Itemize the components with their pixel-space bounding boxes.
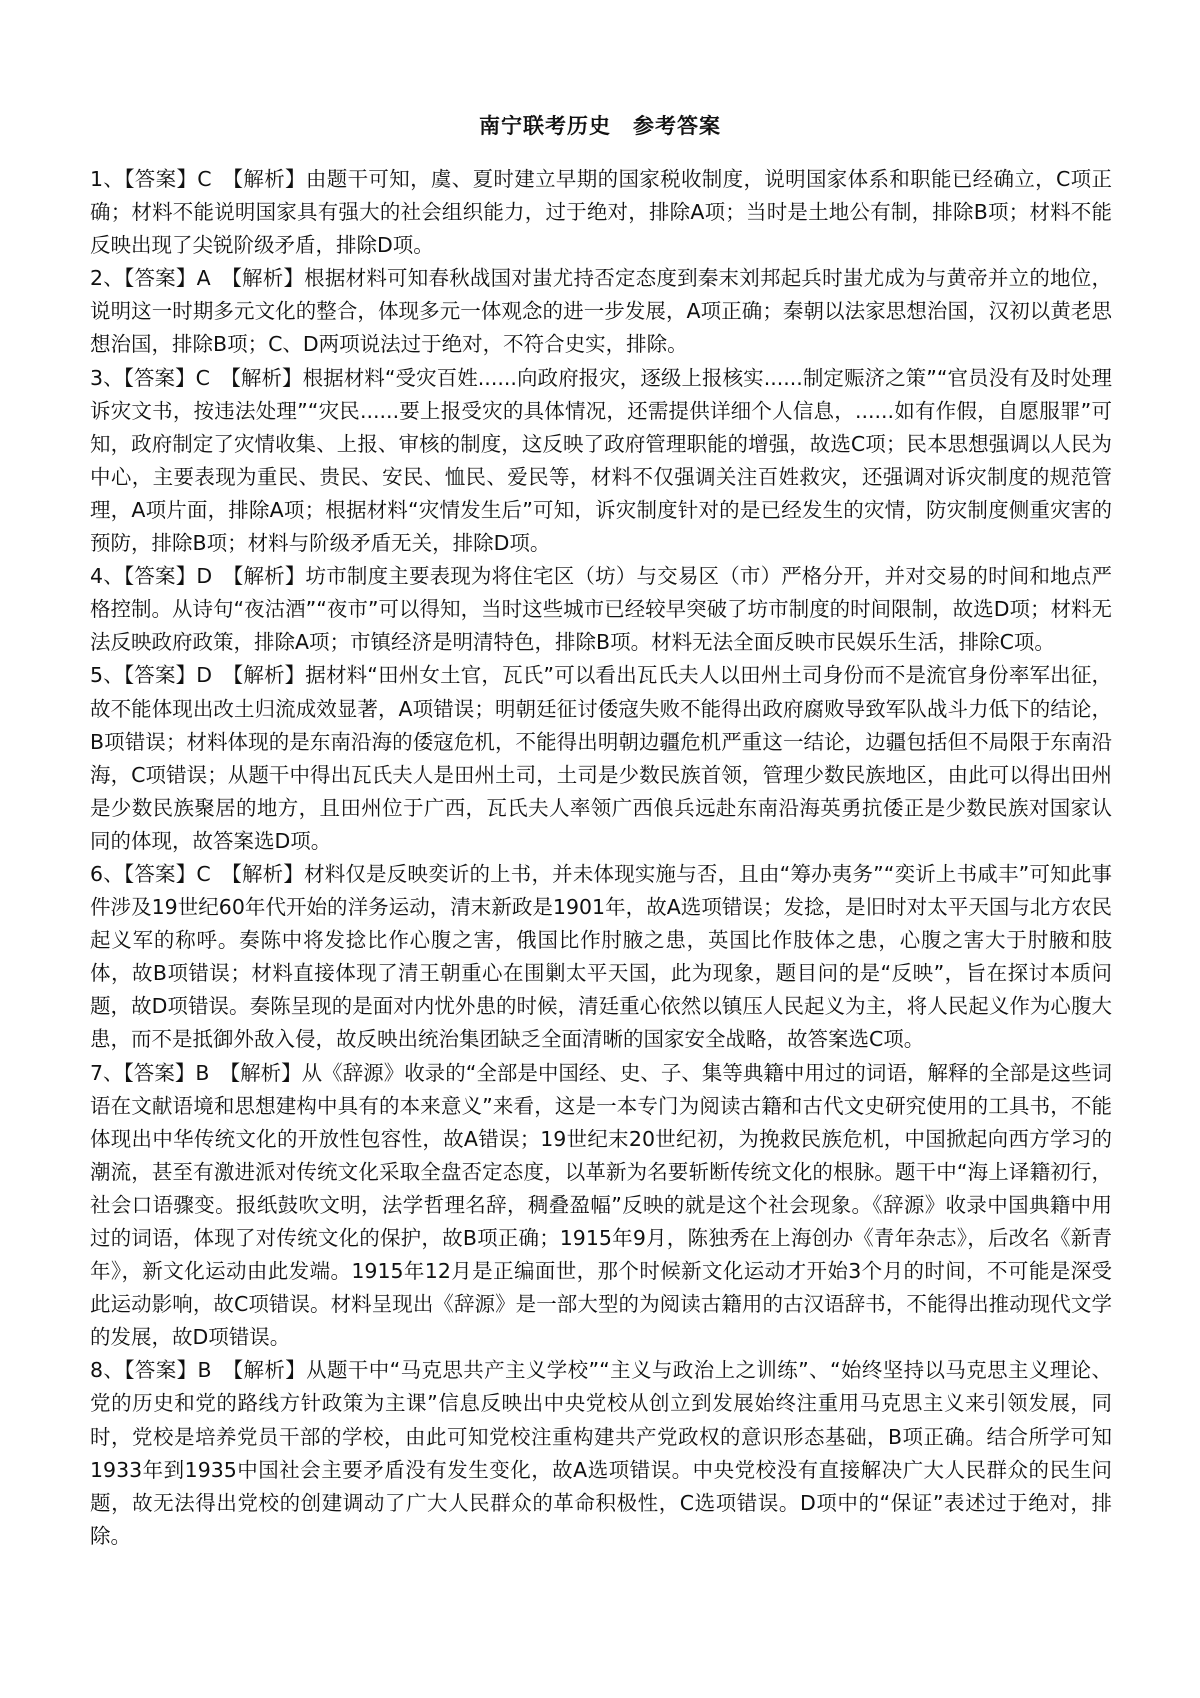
- answer-item-6: 6、【答案】C 【解析】材料仅是反映奕䜣的上书，并未体现实施与否，且由“筹办夷务”“奕䜣上书咸丰”可知此事件涉及19世纪60年代开始的洋务运动，清末新政是1901年，故A选项错误；发捻，是旧时对太平天国与北方农民起义军的称呼。奏陈中将发捻比作心腹之害，俄国比作肘腋之患，英国比作肢体之患，心腹之害大于肘腋和肢体，故B项错误；材料直接体现了清王朝重心在围剿太平天国，此为现象，题目问的是“反映”，旨在探讨本质问题，故D项错误。奏陈呈现的是面对内忧外患的时候，清廷重心依然以镇压人民起义为主，将人民起义作为心腹大患，而不是抵御外敌入侵，故反映出统治集团缺乏全面清晰的国家安全战略，故答案选C项。: [90, 861, 1112, 1052]
- answer-item-7: 7、【答案】B 【解析】从《辞源》收录的“全部是中国经、史、子、集等典籍中用过的词语，解释的全部是这些词语在文献语境和思想建构中具有的本来意义”来看，这是一本专门为阅读古籍和古代文史研究使用的工具书，不能体现出中华传统文化的开放性包容性，故A错误；19世纪末20世纪初，为挽救民族危机，中国掀起向西方学习的潮流，甚至有激进派对传统文化采取全盘否定态度，以革新为名要斩断传统文化的根脉。题干中“海上译籍初行，社会口语骤变。报纸鼓吹文明，法学哲理名辞，稠叠盈幅”反映的就是这个社会现象。《辞源》收录中国典籍中用过的词语，体现了对传统文化的保护，故B项正确；1915年9月，陈独秀在上海创办《青年杂志》，后改名《新青年》，新文化运动由此发端。1915年12月是正编面世，那个时候新文化运动才开始3个月的时间，不可能是深受此运动影响，故C项错误。材料呈现出《辞源》是一部大型的为阅读古籍用的古汉语辞书，不能得出推动现代文学的发展，故D项错误。: [90, 1060, 1112, 1350]
- answer-list: [90, 163, 1112, 1553]
- answer-item-3: 3、【答案】C 【解析】根据材料“受灾百姓......向政府报灾，逐级上报核实......制定赈济之策”“官员没有及时处理诉灾文书，按违法处理”“灾民......要上报受灾的具体情况，还需提供详细个人信息，......如有作假，自愿服罪”可知，政府制定了灾情收集、上报、审核的制度，这反映了政府管理职能的增强，故选C项；民本思想强调以人民为中心，主要表现为重民、贵民、安民、恤民、爱民等，材料不仅强调关注百姓救灾，还强调对诉灾制度的规范管理，A项片面，排除A项；根据材料“灾情发生后”可知，诉灾制度针对的是已经发生的灾情，防灾制度侧重灾害的预防，排除B项；材料与阶级矛盾无关，排除D项。: [90, 365, 1112, 556]
- answer-item-8: 8、【答案】B 【解析】从题干中“马克思共产主义学校”“主义与政治上之训练”、“始终坚持以马克思主义理论、党的历史和党的路线方针政策为主课”信息反映出中央党校从创立到发展始终注重用马克思主义来引领发展，同时，党校是培养党员干部的学校，由此可知党校注重构建共产党政权的意识形态基础，B项正确。结合所学可知1933年到1935中国社会主要矛盾没有发生变化，故A选项错误。中央党校没有直接解决广大人民群众的民生问题，故无法得出党校的创建调动了广大人民群众的革命积极性，C选项错误。D项中的“保证”表述过于绝对，排除。: [90, 1358, 1112, 1548]
- answer-item-5: 5、【答案】D 【解析】据材料“田州女土官，瓦氏”可以看出瓦氏夫人以田州土司身份而不是流官身份率军出征，故不能体现出改土归流成效显著，A项错误；明朝廷征讨倭寇失败不能得出政府腐败导致军队战斗力低下的结论，B项错误；材料体现的是东南沿海的倭寇危机，不能得出明朝边疆危机严重这一结论，边疆包括但不局限于东南沿海，C项错误；从题干中得出瓦氏夫人是田州土司，土司是少数民族首领，管理少数民族地区，由此可以得出田州是少数民族聚居的地方，且田州位于广西，瓦氏夫人率领广西俍兵远赴东南沿海英勇抗倭正是少数民族对国家认同的体现，故答案选D项。: [90, 663, 1112, 853]
- answer-item-4: 4、【答案】D 【解析】坊市制度主要表现为将住宅区（坊）与交易区（市）严格分开，并对交易的时间和地点严格控制。从诗句“夜沽酒”“夜市”可以得知，当时这些城市已经较早突破了坊市制度的时间限制，故选D项；材料无法反映政府政策，排除A项；市镇经济是明清特色，排除B项。材料无法全面反映市民娱乐生活，排除C项。: [90, 564, 1112, 655]
- answer-item-2: 2、【答案】A 【解析】根据材料可知春秋战国对蚩尤持否定态度到秦末刘邦起兵时蚩尤成为与黄帝并立的地位，说明这一时期多元文化的整合，体现多元一体观念的进一步发展，A项正确；秦朝以法家思想治国，汉初以黄老思想治国，排除B项；C、D两项说法过于绝对，不符合史实，排除。: [90, 266, 1112, 357]
- page-title: 南宁联考历史 参考答案: [479, 114, 721, 138]
- answer-item-1: 1、【答案】C 【解析】由题干可知，虞、夏时建立早期的国家税收制度，说明国家体系和职能已经确立，C项正确；材料不能说明国家具有强大的社会组织能力，过于绝对，排除A项；当时是土地公有制，排除B项；材料不能反映出现了尖锐阶级矛盾，排除D项。: [90, 167, 1112, 258]
